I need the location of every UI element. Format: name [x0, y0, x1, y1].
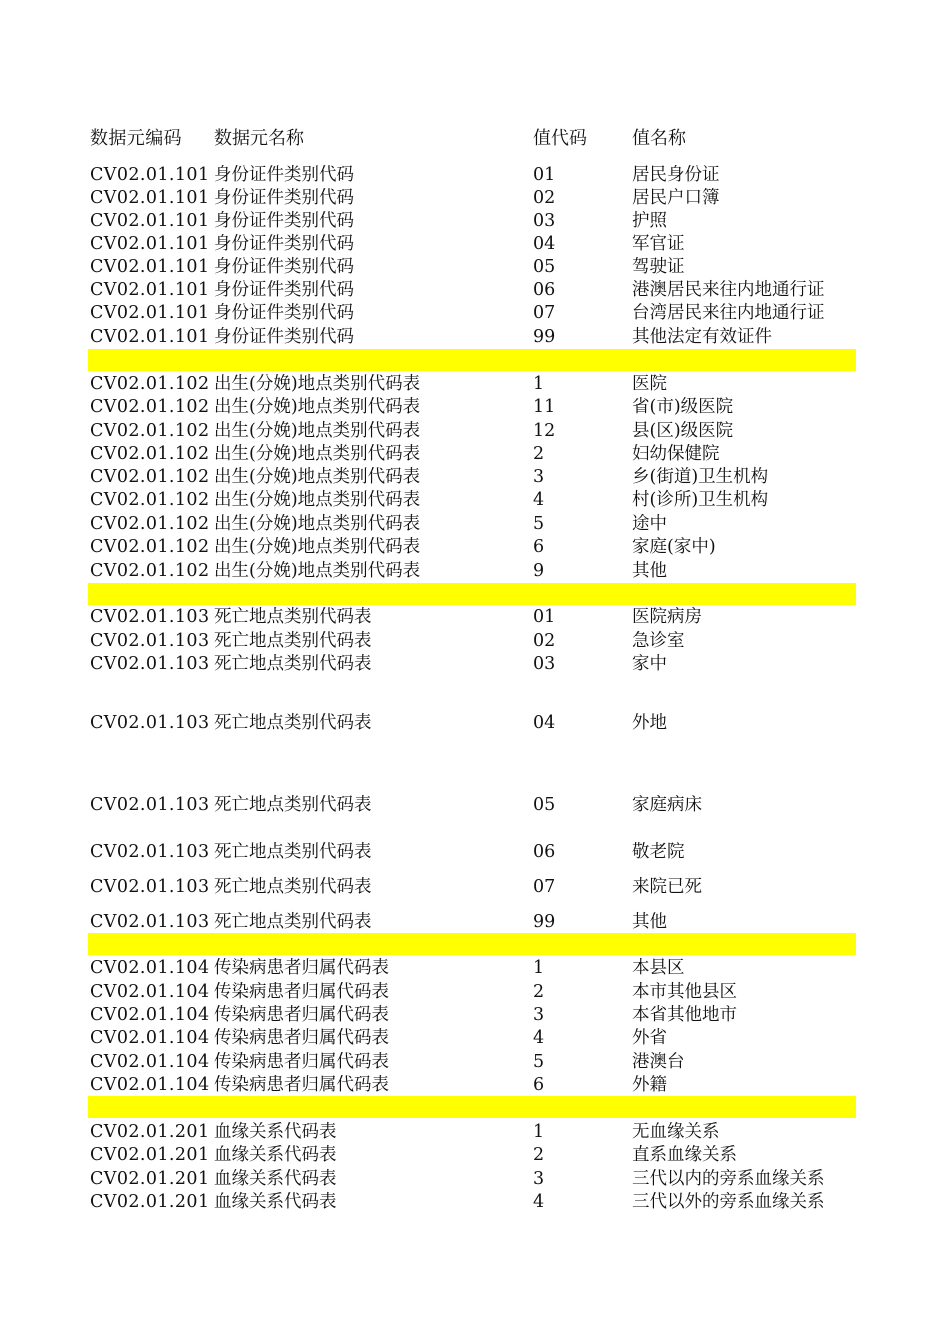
row-name: 出生(分娩)地点类别代码表: [214, 397, 421, 417]
row-code: CV02.01.104: [90, 1028, 210, 1048]
row-value: 02: [533, 188, 556, 208]
row-name: 出生(分娩)地点类别代码表: [214, 444, 421, 464]
row-name: 血缘关系代码表: [214, 1192, 337, 1212]
row-value: 1: [533, 1122, 545, 1142]
row-value-name: 途中: [632, 514, 667, 534]
row-value: 3: [533, 1169, 545, 1189]
row-value: 99: [533, 327, 556, 347]
row-value: 03: [533, 211, 556, 231]
row-name: 死亡地点类别代码表: [214, 631, 372, 651]
row-value: 4: [533, 1028, 545, 1048]
row-value-name: 其他法定有效证件: [632, 327, 772, 347]
row-value-name: 三代以外的旁系血缘关系: [632, 1192, 825, 1212]
row-name: 血缘关系代码表: [214, 1122, 337, 1142]
row-value: 6: [533, 1075, 545, 1095]
row-name: 出生(分娩)地点类别代码表: [214, 537, 421, 557]
row-code: CV02.01.101: [90, 303, 210, 323]
row-value-name: 其他: [632, 561, 667, 581]
row-value: 4: [533, 1192, 545, 1212]
row-name: 出生(分娩)地点类别代码表: [214, 467, 421, 487]
row-value: 2: [533, 1145, 545, 1165]
row-code: CV02.01.103: [90, 842, 210, 862]
row-value: 3: [533, 467, 545, 487]
row-value: 04: [533, 713, 556, 733]
row-name: 出生(分娩)地点类别代码表: [214, 561, 421, 581]
row-code: CV02.01.103: [90, 607, 210, 627]
row-name: 出生(分娩)地点类别代码表: [214, 514, 421, 534]
row-value-name: 本县区: [632, 958, 685, 978]
row-value-name: 本省其他地市: [632, 1005, 737, 1025]
row-value-name: 其他: [632, 912, 667, 932]
row-value-name: 来院已死: [632, 877, 702, 897]
row-name: 身份证件类别代码: [214, 303, 354, 323]
row-value: 01: [533, 165, 556, 185]
row-value-name: 医院: [632, 374, 667, 394]
row-value-name: 无血缘关系: [632, 1122, 720, 1142]
row-name: 身份证件类别代码: [214, 211, 354, 231]
row-code: CV02.01.103: [90, 654, 210, 674]
row-value-name: 三代以内的旁系血缘关系: [632, 1169, 825, 1189]
row-value-name: 医院病房: [632, 607, 702, 627]
row-value: 07: [533, 303, 556, 323]
row-value-name: 急诊室: [632, 631, 685, 651]
row-value: 3: [533, 1005, 545, 1025]
row-code: CV02.01.101: [90, 211, 210, 231]
row-code: CV02.01.101: [90, 327, 210, 347]
row-code: CV02.01.101: [90, 280, 210, 300]
row-name: 传染病患者归属代码表: [214, 982, 389, 1002]
row-code: CV02.01.102: [90, 490, 210, 510]
header-value: 值代码: [533, 128, 587, 149]
row-code: CV02.01.103: [90, 912, 210, 932]
row-value: 4: [533, 490, 545, 510]
row-value: 12: [533, 421, 556, 441]
row-code: CV02.01.102: [90, 374, 210, 394]
row-code: CV02.01.104: [90, 982, 210, 1002]
row-value: 01: [533, 607, 556, 627]
row-value: 05: [533, 257, 556, 277]
row-value: 9: [533, 561, 545, 581]
row-value-name: 军官证: [632, 234, 685, 254]
row-name: 出生(分娩)地点类别代码表: [214, 490, 421, 510]
row-code: CV02.01.102: [90, 514, 210, 534]
row-name: 传染病患者归属代码表: [214, 1075, 389, 1095]
group-separator: [88, 933, 856, 955]
row-name: 死亡地点类别代码表: [214, 912, 372, 932]
row-name: 传染病患者归属代码表: [214, 958, 389, 978]
row-value: 07: [533, 877, 556, 897]
row-name: 传染病患者归属代码表: [214, 1028, 389, 1048]
row-code: CV02.01.102: [90, 561, 210, 581]
row-value: 2: [533, 982, 545, 1002]
row-code: CV02.01.201: [90, 1122, 210, 1142]
row-value-name: 直系血缘关系: [632, 1145, 737, 1165]
row-code: CV02.01.103: [90, 795, 210, 815]
group-separator: [88, 349, 856, 371]
row-value: 02: [533, 631, 556, 651]
row-name: 身份证件类别代码: [214, 257, 354, 277]
row-name: 身份证件类别代码: [214, 188, 354, 208]
row-value: 06: [533, 280, 556, 300]
row-code: CV02.01.101: [90, 165, 210, 185]
row-name: 死亡地点类别代码表: [214, 713, 372, 733]
row-value-name: 护照: [632, 211, 667, 231]
row-code: CV02.01.104: [90, 1005, 210, 1025]
row-value: 5: [533, 514, 545, 534]
row-value-name: 港澳台: [632, 1052, 685, 1072]
group-separator: [88, 583, 856, 605]
row-code: CV02.01.102: [90, 397, 210, 417]
row-value-name: 家庭病床: [632, 795, 702, 815]
row-value-name: 家庭(家中): [632, 537, 716, 557]
row-code: CV02.01.201: [90, 1169, 210, 1189]
row-code: CV02.01.102: [90, 444, 210, 464]
row-name: 出生(分娩)地点类别代码表: [214, 421, 421, 441]
row-code: CV02.01.101: [90, 234, 210, 254]
row-value: 06: [533, 842, 556, 862]
row-value: 11: [533, 397, 556, 417]
row-value: 03: [533, 654, 556, 674]
row-name: 死亡地点类别代码表: [214, 795, 372, 815]
row-name: 传染病患者归属代码表: [214, 1052, 389, 1072]
row-code: CV02.01.101: [90, 257, 210, 277]
row-code: CV02.01.101: [90, 188, 210, 208]
row-name: 传染病患者归属代码表: [214, 1005, 389, 1025]
row-name: 死亡地点类别代码表: [214, 877, 372, 897]
row-value-name: 外籍: [632, 1075, 667, 1095]
row-value: 6: [533, 537, 545, 557]
row-value-name: 敬老院: [632, 842, 685, 862]
row-code: CV02.01.201: [90, 1145, 210, 1165]
row-code: CV02.01.102: [90, 537, 210, 557]
row-value-name: 县(区)级医院: [632, 421, 734, 441]
row-code: CV02.01.102: [90, 421, 210, 441]
row-name: 死亡地点类别代码表: [214, 607, 372, 627]
row-value: 04: [533, 234, 556, 254]
row-name: 血缘关系代码表: [214, 1169, 337, 1189]
row-name: 血缘关系代码表: [214, 1145, 337, 1165]
header-name: 数据元名称: [214, 128, 304, 149]
row-value: 1: [533, 958, 545, 978]
row-value-name: 外地: [632, 713, 667, 733]
row-name: 出生(分娩)地点类别代码表: [214, 374, 421, 394]
row-value-name: 居民身份证: [632, 165, 720, 185]
row-value-name: 村(诊所)卫生机构: [632, 490, 769, 510]
row-code: CV02.01.103: [90, 877, 210, 897]
row-name: 死亡地点类别代码表: [214, 654, 372, 674]
row-value-name: 居民户口簿: [632, 188, 720, 208]
row-value-name: 台湾居民来往内地通行证: [632, 303, 825, 323]
row-name: 身份证件类别代码: [214, 280, 354, 300]
row-name: 身份证件类别代码: [214, 327, 354, 347]
row-code: CV02.01.103: [90, 631, 210, 651]
row-name: 死亡地点类别代码表: [214, 842, 372, 862]
row-value: 99: [533, 912, 556, 932]
group-separator: [88, 1096, 856, 1118]
row-value-name: 妇幼保健院: [632, 444, 720, 464]
row-value-name: 驾驶证: [632, 257, 685, 277]
row-value: 05: [533, 795, 556, 815]
row-value-name: 省(市)级医院: [632, 397, 734, 417]
row-name: 身份证件类别代码: [214, 234, 354, 254]
header-value-name: 值名称: [632, 128, 686, 149]
row-value: 2: [533, 444, 545, 464]
row-value-name: 家中: [632, 654, 667, 674]
row-value-name: 乡(街道)卫生机构: [632, 467, 769, 487]
row-code: CV02.01.103: [90, 713, 210, 733]
header-code: 数据元编码: [90, 128, 182, 149]
row-code: CV02.01.201: [90, 1192, 210, 1212]
row-code: CV02.01.104: [90, 1075, 210, 1095]
row-code: CV02.01.104: [90, 1052, 210, 1072]
row-code: CV02.01.102: [90, 467, 210, 487]
row-name: 身份证件类别代码: [214, 165, 354, 185]
row-value-name: 港澳居民来往内地通行证: [632, 280, 825, 300]
row-value-name: 外省: [632, 1028, 667, 1048]
row-value: 5: [533, 1052, 545, 1072]
row-value: 1: [533, 374, 545, 394]
row-code: CV02.01.104: [90, 958, 210, 978]
row-value-name: 本市其他县区: [632, 982, 737, 1002]
